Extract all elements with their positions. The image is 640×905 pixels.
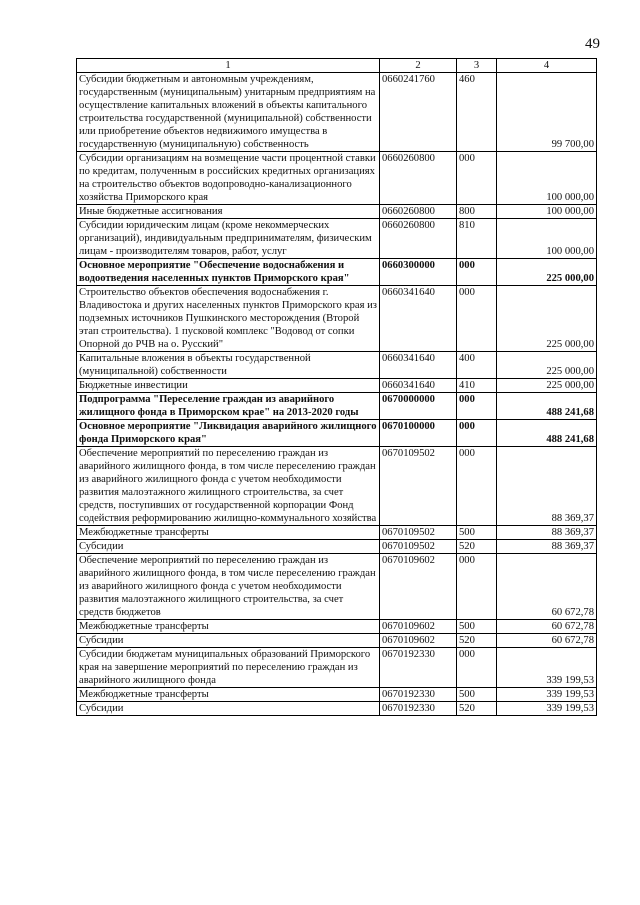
- row-amount-cell: 88 369,37: [497, 540, 597, 554]
- page-number: 49: [585, 36, 600, 52]
- row-type-cell: 810: [457, 219, 497, 259]
- column-number-row: [77, 59, 597, 73]
- row-amount-cell: 60 672,78: [497, 554, 597, 620]
- row-name-cell: Иные бюджетные ассигнования: [77, 205, 380, 219]
- row-amount-cell: 488 241,68: [497, 393, 597, 420]
- table-row: [77, 286, 597, 352]
- row-type-cell: 410: [457, 379, 497, 393]
- row-name-cell: Обеспечение мероприятий по переселению граждан из аварийного жилищного фонда, в том числе переселению граждан из аварийного жилищного фонда с учетом необходимости развития малоэтажного жилищного строительства, за счет средств бюджетов: [77, 554, 380, 620]
- row-name-cell: Субсидии: [77, 540, 380, 554]
- table-row: [77, 540, 597, 554]
- column-header-type: 3: [457, 59, 497, 73]
- row-code-cell: 0660260800: [380, 219, 457, 259]
- row-code-cell: 0660260800: [380, 205, 457, 219]
- row-name-cell: Капитальные вложения в объекты государственной (муниципальной) собственности: [77, 352, 380, 379]
- row-name-cell: Межбюджетные трансферты: [77, 688, 380, 702]
- row-type-cell: 520: [457, 634, 497, 648]
- row-amount-cell: 488 241,68: [497, 420, 597, 447]
- row-type-cell: 000: [457, 447, 497, 526]
- row-code-cell: 0670100000: [380, 420, 457, 447]
- row-code-cell: 0660341640: [380, 286, 457, 352]
- row-type-cell: 000: [457, 648, 497, 688]
- row-amount-cell: 100 000,00: [497, 205, 597, 219]
- row-type-cell: 500: [457, 688, 497, 702]
- column-header-amount: 4: [497, 59, 597, 73]
- row-amount-cell: 339 199,53: [497, 702, 597, 716]
- row-name-cell: Бюджетные инвестиции: [77, 379, 380, 393]
- budget-table: [76, 58, 597, 716]
- table-row: [77, 526, 597, 540]
- row-type-cell: 000: [457, 259, 497, 286]
- row-name-cell: Основное мероприятие "Ликвидация аварийного жилищного фонда Приморского края": [77, 420, 380, 447]
- table-row: [77, 73, 597, 152]
- row-name-cell: Субсидии юридическим лицам (кроме некоммерческих организаций), индивидуальным предпринимателям, физическим лицам - производителям товаров, работ, услуг: [77, 219, 380, 259]
- row-name-cell: Субсидии: [77, 634, 380, 648]
- row-type-cell: 800: [457, 205, 497, 219]
- row-name-cell: Подпрограмма "Переселение граждан из аварийного жилищного фонда в Приморском крае" на 2013-2020 годы: [77, 393, 380, 420]
- row-name-cell: Обеспечение мероприятий по переселению граждан из аварийного жилищного фонда, в том числе переселению граждан из аварийного жилищного фонда с учетом необходимости развития малоэтажного жилищного строительства, за счет средств, поступивших от государственной корпорации Фонд содействия реформированию жилищно-коммунального хозяйства: [77, 447, 380, 526]
- row-amount-cell: 100 000,00: [497, 152, 597, 205]
- table-row: [77, 702, 597, 716]
- row-code-cell: 0660341640: [380, 379, 457, 393]
- table-row: [77, 205, 597, 219]
- row-name-cell: Субсидии: [77, 702, 380, 716]
- table-row: [77, 379, 597, 393]
- table-row: [77, 352, 597, 379]
- row-type-cell: 460: [457, 73, 497, 152]
- row-code-cell: 0670192330: [380, 648, 457, 688]
- row-amount-cell: 225 000,00: [497, 379, 597, 393]
- row-type-cell: 000: [457, 393, 497, 420]
- row-amount-cell: 225 000,00: [497, 352, 597, 379]
- table-row: [77, 219, 597, 259]
- row-name-cell: Строительство объектов обеспечения водоснабжения г. Владивостока и других населенных пунктов Приморского края из подземных источников Пушкинского месторождения (Второй этап строительства). 1 пусковой комплекс "Водовод от сопки Опорной до РЧВ на о. Русский": [77, 286, 380, 352]
- budget-table-body: [77, 59, 597, 716]
- row-type-cell: 000: [457, 286, 497, 352]
- table-row: [77, 393, 597, 420]
- row-code-cell: 0670192330: [380, 702, 457, 716]
- table-row: [77, 152, 597, 205]
- row-amount-cell: 99 700,00: [497, 73, 597, 152]
- row-code-cell: 0670109502: [380, 447, 457, 526]
- row-type-cell: 520: [457, 702, 497, 716]
- column-header-code: 2: [380, 59, 457, 73]
- row-type-cell: 000: [457, 420, 497, 447]
- table-row: [77, 620, 597, 634]
- row-code-cell: 0660241760: [380, 73, 457, 152]
- row-code-cell: 0670109602: [380, 620, 457, 634]
- row-type-cell: 500: [457, 526, 497, 540]
- row-amount-cell: 60 672,78: [497, 620, 597, 634]
- row-code-cell: 0670000000: [380, 393, 457, 420]
- row-code-cell: 0670192330: [380, 688, 457, 702]
- table-row: [77, 648, 597, 688]
- row-code-cell: 0660300000: [380, 259, 457, 286]
- row-type-cell: 500: [457, 620, 497, 634]
- row-amount-cell: 339 199,53: [497, 648, 597, 688]
- row-amount-cell: 225 000,00: [497, 259, 597, 286]
- row-code-cell: 0670109502: [380, 540, 457, 554]
- row-name-cell: Межбюджетные трансферты: [77, 620, 380, 634]
- row-name-cell: Субсидии бюджетным и автономным учреждениям, государственным (муниципальным) унитарным предприятиям на осуществление капитальных вложений в объекты капитального строительства государственной (муниципальной) собственности или приобретение объектов недвижимого имущества в государственную (муниципальную) собственность: [77, 73, 380, 152]
- row-code-cell: 0660341640: [380, 352, 457, 379]
- row-type-cell: 520: [457, 540, 497, 554]
- table-row: [77, 420, 597, 447]
- row-code-cell: 0670109602: [380, 634, 457, 648]
- row-code-cell: 0670109502: [380, 526, 457, 540]
- table-row: [77, 447, 597, 526]
- table-row: [77, 688, 597, 702]
- row-amount-cell: 88 369,37: [497, 447, 597, 526]
- row-amount-cell: 88 369,37: [497, 526, 597, 540]
- row-name-cell: Основное мероприятие "Обеспечение водоснабжения и водоотведения населенных пунктов Приморского края": [77, 259, 380, 286]
- row-code-cell: 0660260800: [380, 152, 457, 205]
- column-header-name: 1: [77, 59, 380, 73]
- row-type-cell: 000: [457, 152, 497, 205]
- row-type-cell: 000: [457, 554, 497, 620]
- row-amount-cell: 225 000,00: [497, 286, 597, 352]
- row-code-cell: 0670109602: [380, 554, 457, 620]
- row-amount-cell: 339 199,53: [497, 688, 597, 702]
- row-name-cell: Субсидии бюджетам муниципальных образований Приморского края на завершение мероприятий по переселению граждан из аварийного жилищного фонда: [77, 648, 380, 688]
- row-name-cell: Субсидии организациям на возмещение части процентной ставки по кредитам, полученным в российских кредитных организациях на строительство объектов водопроводно-канализационного хозяйства Приморского края: [77, 152, 380, 205]
- table-row: [77, 634, 597, 648]
- table-row: [77, 554, 597, 620]
- row-name-cell: Межбюджетные трансферты: [77, 526, 380, 540]
- table-row: [77, 259, 597, 286]
- row-amount-cell: 100 000,00: [497, 219, 597, 259]
- row-type-cell: 400: [457, 352, 497, 379]
- row-amount-cell: 60 672,78: [497, 634, 597, 648]
